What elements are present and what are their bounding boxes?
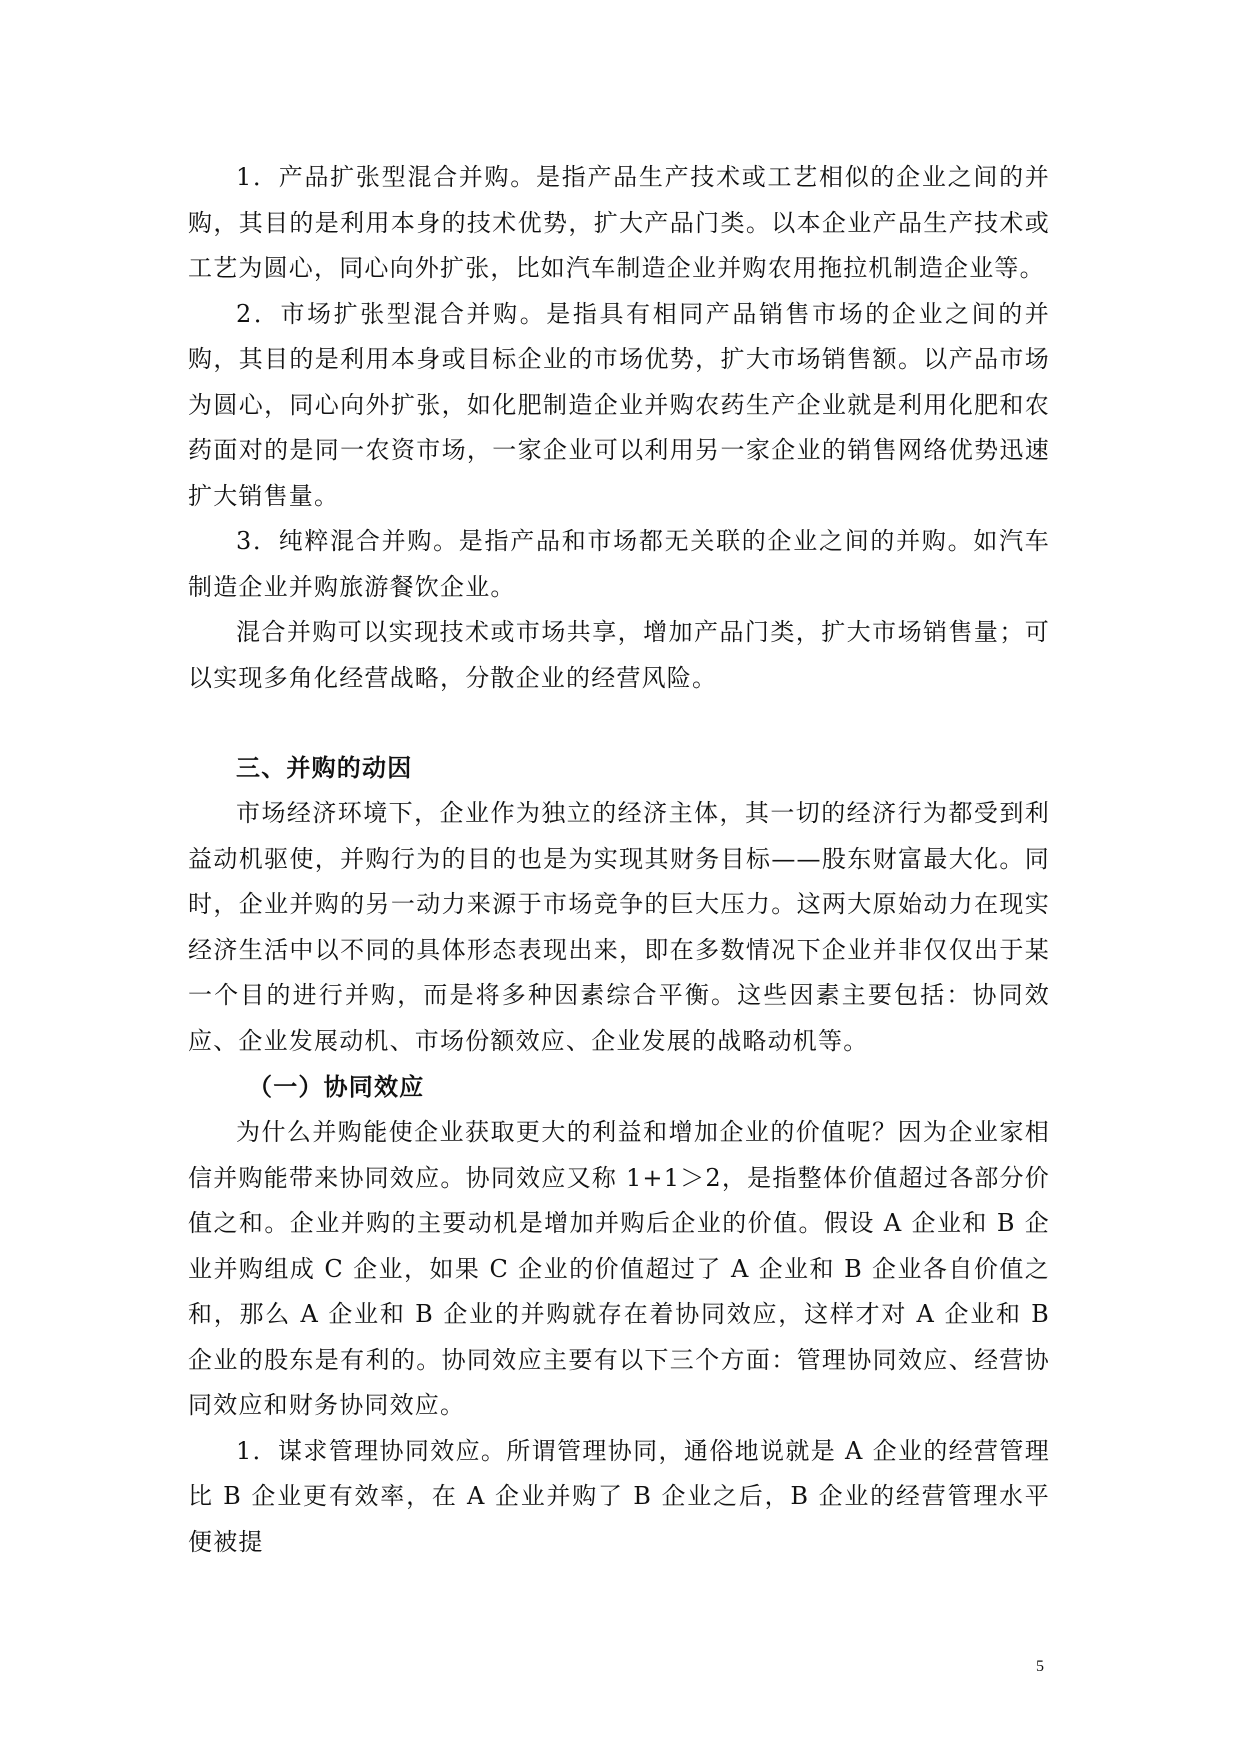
paragraph-merger-motives: 市场经济环境下，企业作为独立的经济主体，其一切的经济行为都受到利益动机驱使，并购行为的目的也是为实现其财务目标——股东财富最大化。同时，企业并购的另一动力来源于市场竞争的巨大压力。这两大原始动力在现实经济生活中以不同的具体形态表现出来，即在多数情况下企业并非仅仅出于某一个目的进行并购，而是将多种因素综合平衡。这些因素主要包括：协同效应、企业发展动机、市场份额效应、企业发展的战略动机等。 (188, 799, 1050, 1055)
page-number: 5 (1036, 1658, 1044, 1675)
document-page (188, 155, 1050, 1565)
section-heading: 三、并购的动因 (236, 753, 413, 782)
paragraph-synergy-effect: 为什么并购能使企业获取更大的利益和增加企业的价值呢？因为企业家相信并购能带来协同效应。协同效应又称 1+1＞2，是指整体价值超过各部分价值之和。企业并购的主要动机是增加并购后企业的价值。假设 A 企业和 B 企业并购组成 C 企业，如果 C 企业的价值超过了 A 企业和 B 企业各自价值之和，那么 A 企业和 B 企业的并购就存在着协同效应，这样才对 A 企业和 B 企业的股东是有利的。协同效应主要有以下三个方面：管理协同效应、经营协同效应和财务协同效应。 (188, 1118, 1050, 1419)
paragraph-market-expansion-merger: 2．市场扩张型混合并购。是指具有相同产品销售市场的企业之间的并购，其目的是利用本身或目标企业的市场优势，扩大市场销售额。以产品市场为圆心，同心向外扩张，如化肥制造企业并购农药生产企业就是利用化肥和农药面对的是同一农资市场，一家企业可以利用另一家企业的销售网络优势迅速扩大销售量。 (188, 299, 1050, 510)
paragraph-management-synergy: 1．谋求管理协同效应。所谓管理协同，通俗地说就是 A 企业的经营管理比 B 企业更有效率，在 A 企业并购了 B 企业之后，B 企业的经营管理水平便被提 (188, 1436, 1050, 1556)
subsection-heading: （一）协同效应 (248, 1072, 425, 1101)
section-spacer (188, 701, 1050, 745)
paragraph-conglomerate-summary: 混合并购可以实现技术或市场共享，增加产品门类，扩大市场销售量；可以实现多角化经营战略，分散企业的经营风险。 (188, 618, 1050, 692)
paragraph-pure-conglomerate-merger: 3．纯粹混合并购。是指产品和市场都无关联的企业之间的并购。如汽车制造企业并购旅游餐饮企业。 (188, 527, 1050, 601)
paragraph-product-expansion-merger: 1．产品扩张型混合并购。是指产品生产技术或工艺相似的企业之间的并购，其目的是利用本身的技术优势，扩大产品门类。以本企业产品生产技术或工艺为圆心，同心向外扩张，比如汽车制造企业并购农用拖拉机制造企业等。 (188, 163, 1050, 282)
